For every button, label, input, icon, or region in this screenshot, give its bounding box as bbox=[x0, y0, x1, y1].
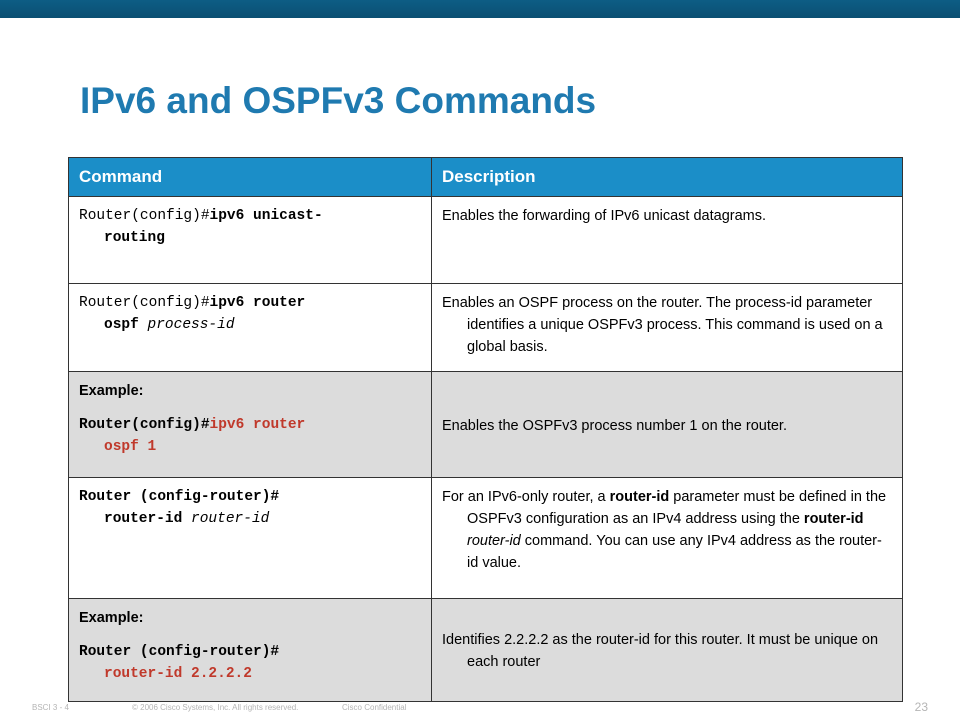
column-header-description: Description bbox=[432, 158, 903, 197]
column-header-command: Command bbox=[69, 158, 432, 197]
description-part: parameter must be defined in the OSPFv3 configuration as an IPv4 address using the bbox=[467, 489, 887, 527]
command-text bbox=[79, 486, 421, 530]
footer-copyright: © 2006 Cisco Systems, Inc. All rights reserved. bbox=[132, 703, 299, 712]
description-cell bbox=[432, 372, 903, 478]
command-keyword: ipv6 unicast- bbox=[209, 208, 323, 224]
description-text: Enables an OSPF process on the router. The process-id parameter identifies a unique OSPFv3 process. This command is used on a global basis. bbox=[442, 295, 883, 355]
command-text bbox=[79, 292, 421, 336]
command-prompt: Router(config)# bbox=[79, 295, 210, 311]
command-argument: process-id bbox=[147, 317, 235, 333]
table-row-example bbox=[69, 372, 903, 478]
description-text: Enables the OSPFv3 process number 1 on the router. bbox=[442, 417, 787, 434]
example-label: Example: bbox=[79, 610, 144, 626]
description-text: Identifies 2.2.2.2 as the router-id for this router. It must be unique on each router bbox=[442, 632, 879, 670]
command-keyword: router-id bbox=[104, 511, 183, 527]
command-keyword: ipv6 router bbox=[209, 417, 306, 433]
description-text: Enables the forwarding of IPv6 unicast datagrams. bbox=[442, 208, 767, 224]
command-cell bbox=[69, 478, 432, 599]
command-cell bbox=[69, 372, 432, 478]
example-label: Example: bbox=[79, 383, 144, 399]
description-keyword: router-id bbox=[803, 511, 864, 527]
command-keyword: routing bbox=[104, 230, 165, 246]
command-keyword: ipv6 router bbox=[209, 295, 306, 311]
command-keyword: router-id 2.2.2.2 bbox=[104, 666, 252, 682]
commands-table bbox=[68, 157, 903, 702]
table-row bbox=[69, 478, 903, 599]
command-keyword: ospf 1 bbox=[104, 439, 157, 455]
table-header-row bbox=[69, 158, 903, 197]
command-text bbox=[79, 205, 421, 249]
description-cell bbox=[432, 197, 903, 284]
page-number: 23 bbox=[914, 700, 928, 714]
command-cell bbox=[69, 197, 432, 284]
command-cell bbox=[69, 284, 432, 372]
top-banner bbox=[0, 0, 960, 18]
footer-confidential: Cisco Confidential bbox=[342, 703, 407, 712]
description-cell bbox=[432, 599, 903, 702]
description-text bbox=[442, 486, 892, 574]
description-part: command. You can use any IPv4 address as the router-id value. bbox=[467, 533, 882, 571]
description-cell bbox=[432, 284, 903, 372]
command-prompt: Router (config-router)# bbox=[79, 644, 280, 660]
description-cell bbox=[432, 478, 903, 599]
command-keyword: ospf bbox=[104, 317, 139, 333]
command-prompt: Router(config)# bbox=[79, 417, 210, 433]
description-part: For an IPv6-only router, a bbox=[442, 489, 610, 505]
command-text bbox=[79, 641, 421, 685]
slide-title: IPv6 and OSPFv3 Commands bbox=[80, 80, 597, 121]
description-argument: router-id bbox=[467, 533, 521, 549]
command-argument: router-id bbox=[191, 511, 270, 527]
table-row bbox=[69, 197, 903, 284]
table-row-example bbox=[69, 599, 903, 702]
footer-course: BSCI 3 - 4 bbox=[32, 703, 69, 712]
command-text bbox=[79, 414, 421, 458]
table-row bbox=[69, 284, 903, 372]
command-prompt: Router (config-router)# bbox=[79, 489, 280, 505]
command-prompt: Router(config)# bbox=[79, 208, 210, 224]
command-cell bbox=[69, 599, 432, 702]
description-keyword: router-id bbox=[609, 489, 670, 505]
